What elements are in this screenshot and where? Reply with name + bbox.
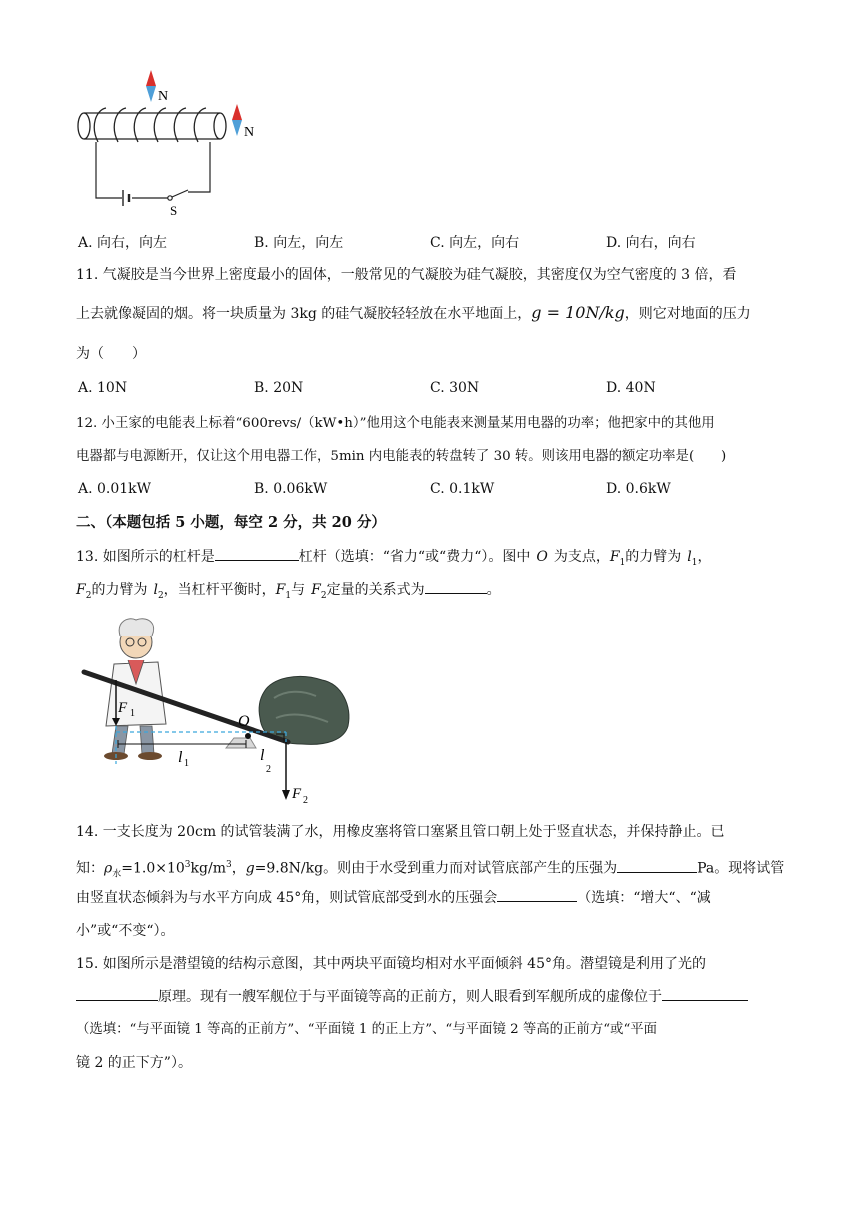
- q13-text-c: 为支点，: [553, 549, 610, 565]
- q14-blank-1[interactable]: [617, 860, 697, 873]
- q13-f2b-symbol: F: [311, 582, 321, 598]
- l2-label: l: [260, 747, 265, 764]
- q14-text-h: （选填：“增大“、“减: [577, 890, 711, 906]
- q10-option-a: A. 向右，向左: [78, 235, 168, 251]
- f2-label-sub: 2: [303, 795, 308, 806]
- q13-text-a: 13. 如图所示的杠杆是: [76, 549, 215, 565]
- q12-option-b: B. 0.06kW: [254, 481, 328, 497]
- q12-line-2: 电器都与电源断开，仅让这个用电器工作，5min 内电能表的转盘转了 30 转。则该用电器的额定功率是( ): [76, 449, 727, 464]
- pivot-label: O: [238, 713, 250, 730]
- battery-symbol: [123, 190, 129, 206]
- q14-text-d: ，: [231, 860, 246, 877]
- q11-option-c: C. 30N: [430, 380, 480, 396]
- f1-label-sub: 1: [130, 708, 135, 719]
- q12-option-a: A. 0.01kW: [78, 481, 152, 497]
- solenoid-figure: [70, 66, 270, 216]
- compass-right-icon: [232, 104, 242, 136]
- q13-blank-1[interactable]: [215, 548, 299, 561]
- q13-f1b-sub: 1: [285, 590, 292, 601]
- q14-exp-2: 3: [225, 860, 232, 870]
- q14-text-c: kg/m: [190, 860, 226, 877]
- q13-text-d: 的力臂为: [625, 549, 682, 565]
- q15-blank-2[interactable]: [662, 988, 748, 1001]
- q11-line-3: 为（ ）: [76, 346, 146, 362]
- q14-text-f: Pa。现将试管: [697, 860, 785, 877]
- q10-option-c: C. 向左，向右: [430, 235, 520, 251]
- q13-pivot-symbol: O: [536, 549, 548, 565]
- q14-blank-2[interactable]: [497, 889, 577, 902]
- q15-text-b: 原理。现有一艘军舰位于与平面镜等高的正前方，则人眼看到军舰所成的虚像位于: [158, 989, 662, 1005]
- q11-line-2-tail: ，则它对地面的压力: [624, 306, 751, 322]
- lever-figure: [76, 614, 356, 814]
- q10-option-b: B. 向左，向左: [254, 235, 344, 251]
- q15-line-3: （选填：“与平面镜 1 等高的正前方”、“平面镜 1 的正上方”、“与平面镜 2 等高的正前方“或“平面: [76, 1022, 658, 1037]
- q13-f2-sub: 2: [85, 590, 92, 601]
- q13-f2b-sub: 2: [320, 590, 327, 601]
- q13-text-b: 杠杆（选填：“省力“或“费力“）。图中: [298, 549, 531, 565]
- f2-arrowhead: [282, 790, 290, 800]
- q14-text-e: =9.8N/kg。则由于水受到重力而对试管底部产生的压强为: [254, 860, 618, 877]
- q14-text-g: 由竖直状态倾斜为与水平方向成 45°角，则试管底部受到水的压强会: [76, 890, 498, 906]
- f1-label: F: [118, 700, 128, 716]
- q13-l1-symbol: l: [687, 549, 692, 565]
- q13-f1b-symbol: F: [275, 582, 286, 598]
- q11-line-2: [76, 304, 751, 323]
- q14-exp-1: 3: [184, 860, 191, 870]
- q15-line-4: 镜 2 的正下方”）。: [76, 1055, 192, 1071]
- q15-blank-1[interactable]: [76, 988, 158, 1001]
- q13-l2-sub: 2: [157, 590, 164, 601]
- q10-option-d: D. 向右，向右: [606, 235, 696, 251]
- fulcrum-stone: [226, 738, 256, 748]
- q13-text-g: 与: [291, 582, 306, 598]
- q13-f1-symbol: F: [609, 549, 620, 565]
- pivot-point: [245, 733, 251, 739]
- compass-top-label: N: [158, 89, 169, 104]
- q13-f2-symbol: F: [76, 582, 86, 598]
- circuit-wire: [96, 142, 210, 198]
- switch-symbol: [168, 190, 188, 200]
- switch-label: S: [170, 203, 178, 216]
- section-2-heading: 二、（本题包括 5 小题，每空 2 分，共 20 分）: [76, 514, 386, 531]
- q14-text-a: 知：: [76, 860, 104, 877]
- q13-blank-2[interactable]: [425, 581, 487, 594]
- q13-text-f: ，当杠杆平衡时，: [163, 582, 276, 598]
- q14-line-4: 小”或“不变“）。: [76, 923, 175, 939]
- q11-option-a: A. 10N: [78, 380, 128, 396]
- q11-line-2-text: 上去就像凝固的烟。将一块质量为 3kg 的硅气凝胶轻轻放在水平地面上，: [76, 306, 532, 322]
- l1-label-sub: 1: [184, 758, 189, 769]
- solenoid-tube: [78, 113, 226, 139]
- q12-option-d: D. 0.6kW: [606, 481, 671, 497]
- q14-line-1: 14. 一支长度为 20cm 的试管装满了水，用橡皮塞将管口塞紧且管口朝上处于竖直状态，并保持静止。已: [76, 824, 725, 840]
- q13-f1-sub: 1: [619, 557, 626, 568]
- q13-line-1: 13. 如图所示的杠杆是 杠杆（选填：“省力“或“费力“）。图中 O 为支点，$F_1$的力臂为 $l_1$，: [76, 549, 712, 568]
- q13-text-e: 的力臂为: [91, 582, 148, 598]
- f2-label: F: [292, 786, 302, 802]
- l2-label-sub: 2: [266, 764, 271, 775]
- q13-text-h: 定量的关系式为: [326, 582, 425, 598]
- compass-top-icon: [146, 70, 156, 102]
- q13-text-i: 。: [486, 582, 501, 598]
- l1-label: l: [178, 749, 183, 766]
- q13-l2-symbol: l: [153, 582, 158, 598]
- q12-line-1: 12. 小王家的电能表上标着“600revs/（kW•h）”他用这个电能表来测量某用电器的功率；他把家中的其他用: [76, 416, 715, 431]
- q11-option-d: D. 40N: [606, 380, 656, 396]
- q14-g-symbol: g: [245, 860, 255, 877]
- q13-line-2: [76, 581, 501, 605]
- q14-text-b: =1.0×10: [121, 860, 185, 877]
- q14-line-2: [76, 856, 784, 883]
- q15-line-1: 15. 如图所示是潜望镜的结构示意图，其中两块平面镜均相对水平面倾斜 45°角。潜望镜是利用了光的: [76, 956, 706, 972]
- q14-rho-sub: 水: [112, 869, 122, 880]
- q14-rho-symbol: ρ: [104, 860, 113, 877]
- q11-option-b: B. 20N: [254, 380, 304, 396]
- q13-l1-sub: 1: [691, 557, 698, 568]
- q14-line-3: [76, 889, 711, 907]
- q12-option-c: C. 0.1kW: [430, 481, 495, 497]
- q15-line-2: [76, 988, 748, 1006]
- q11-line-1: 11. 气凝胶是当今世界上密度最小的固体，一般常见的气凝胶为硅气凝胶，其密度仅为空气密度的 3 倍，看: [76, 267, 737, 283]
- q11-gravity-formula: g = 10N/kg: [531, 303, 625, 322]
- compass-right-label: N: [244, 125, 255, 140]
